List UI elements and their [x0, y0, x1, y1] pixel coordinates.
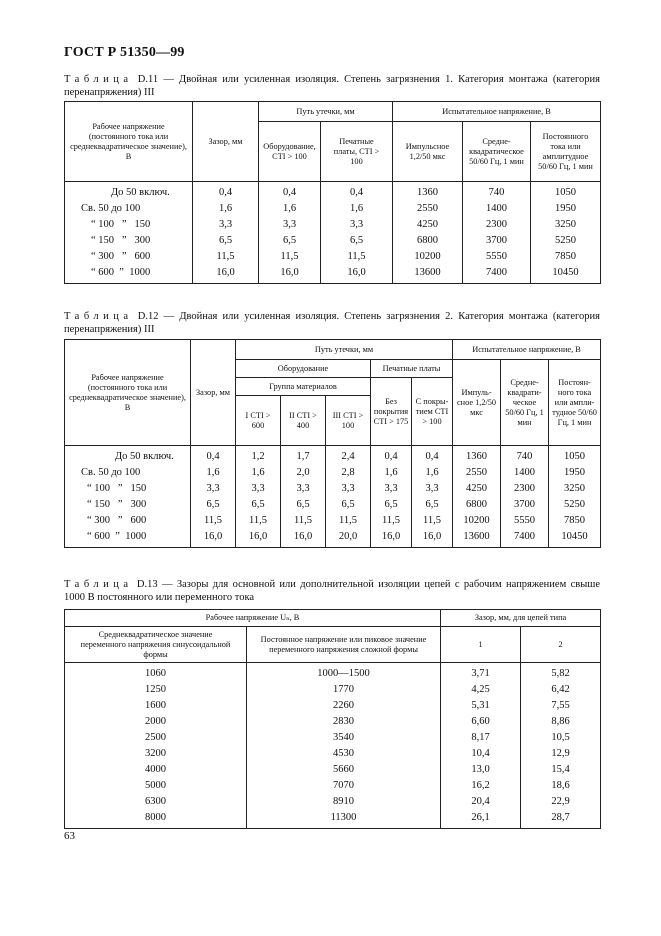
cell: 6800 — [453, 497, 501, 513]
cell: 1,6 — [191, 465, 236, 481]
cell: 3,3 — [321, 217, 393, 233]
cell: 16,0 — [193, 265, 259, 284]
table-row — [65, 698, 601, 714]
header-group-2: II CTI > 400 — [281, 396, 326, 446]
cell: 0,4 — [412, 446, 453, 466]
header-pcb-uncoated: Без покрытия CTI > 175 — [371, 378, 412, 446]
cell: 1050 — [549, 446, 601, 466]
cell: 8,86 — [521, 714, 601, 730]
header-pcb: Печатные платы — [371, 360, 453, 378]
cell: 16,0 — [321, 265, 393, 284]
cell: 16,0 — [281, 529, 326, 548]
header-test-voltage: Испытательное напряжение, В — [453, 340, 601, 360]
cell: 16,0 — [191, 529, 236, 548]
header-test-voltage: Испытательное напряжение, В — [393, 102, 601, 122]
cell: 5550 — [463, 249, 531, 265]
cell: 4250 — [453, 481, 501, 497]
cell: 5550 — [501, 513, 549, 529]
cell: 2,4 — [326, 446, 371, 466]
cell: До 50 включ. — [65, 446, 191, 466]
caption-text: D.13 — Зазоры для основной или дополнительной изоляции цепей с рабочим напряжением свыше 1000 В постоянного или переменного тока — [64, 579, 600, 603]
cell: 10200 — [393, 249, 463, 265]
cell: 3,3 — [259, 217, 321, 233]
table-row — [65, 714, 601, 730]
header-rms: Средне-квадратическое 50/60 Гц, 1 мин — [463, 122, 531, 182]
header-type-1: 1 — [441, 627, 521, 663]
cell: 1,6 — [236, 465, 281, 481]
table-row — [65, 233, 601, 249]
header-group-3: III CTI > 100 — [326, 396, 371, 446]
cell: 2550 — [393, 201, 463, 217]
cell: “ 100 ” 150 — [65, 217, 193, 233]
cell: 1360 — [453, 446, 501, 466]
cell: 16,0 — [412, 529, 453, 548]
cell: 3,3 — [193, 217, 259, 233]
cell: 4530 — [247, 746, 441, 762]
table-row — [65, 249, 601, 265]
cell: 11,5 — [236, 513, 281, 529]
table-d13-caption — [64, 578, 600, 604]
cell: 4000 — [65, 762, 247, 778]
table-row — [65, 497, 601, 513]
table-label: Таблица — [64, 74, 133, 85]
header-dc-peak: Постоянное напряжение или пиковое значение переменного напряжения сложной формы — [247, 627, 441, 663]
cell: 11,5 — [412, 513, 453, 529]
cell: 1400 — [501, 465, 549, 481]
table-row — [65, 513, 601, 529]
cell: 13600 — [453, 529, 501, 548]
cell: 1400 — [463, 201, 531, 217]
cell: 4,25 — [441, 682, 521, 698]
cell: 8910 — [247, 794, 441, 810]
cell: 1250 — [65, 682, 247, 698]
table-row — [65, 182, 601, 202]
header-gap: Зазор, мм — [193, 102, 259, 182]
cell: 8000 — [65, 810, 247, 829]
cell: 1770 — [247, 682, 441, 698]
cell: 13,0 — [441, 762, 521, 778]
caption-text: D.11 — Двойная или усиленная изоляция. Степень загрязнения 1. Категория монтажа (категория перенапряжения) III — [64, 74, 601, 98]
header-impulse: Импульсное 1,2/50 мкс — [393, 122, 463, 182]
cell: 20,4 — [441, 794, 521, 810]
cell: 11,5 — [191, 513, 236, 529]
header-working-voltage: Рабочее напряжение (постоянного тока или среднеквадратическое значение), В — [65, 102, 193, 182]
cell: 7850 — [549, 513, 601, 529]
cell: 7400 — [501, 529, 549, 548]
cell: 1000—1500 — [247, 663, 441, 683]
cell: “ 600 ” 1000 — [65, 529, 191, 548]
cell: 5250 — [549, 497, 601, 513]
table-row — [65, 762, 601, 778]
cell: 2260 — [247, 698, 441, 714]
cell: 5000 — [65, 778, 247, 794]
cell: 3,3 — [236, 481, 281, 497]
table-row — [65, 465, 601, 481]
cell: 6,42 — [521, 682, 601, 698]
cell: Св. 50 до 100 — [65, 201, 193, 217]
cell: “ 300 ” 600 — [65, 249, 193, 265]
cell: 1,6 — [321, 201, 393, 217]
cell: 6,5 — [371, 497, 412, 513]
cell: 2300 — [501, 481, 549, 497]
cell: 2000 — [65, 714, 247, 730]
cell: 1060 — [65, 663, 247, 683]
cell: 1950 — [531, 201, 601, 217]
table-row — [65, 201, 601, 217]
header-group-1: I CTI > 600 — [236, 396, 281, 446]
cell: 6,5 — [236, 497, 281, 513]
cell: До 50 включ. — [65, 182, 193, 202]
cell: 11,5 — [326, 513, 371, 529]
cell: 740 — [501, 446, 549, 466]
cell: 3,3 — [412, 481, 453, 497]
cell: 7850 — [531, 249, 601, 265]
cell: 18,6 — [521, 778, 601, 794]
cell: 740 — [463, 182, 531, 202]
cell: 2,8 — [326, 465, 371, 481]
cell: 10450 — [549, 529, 601, 548]
cell: 5,31 — [441, 698, 521, 714]
cell: 3700 — [463, 233, 531, 249]
cell: “ 600 ” 1000 — [65, 265, 193, 284]
header-gap-types: Зазор, мм, для цепей типа — [441, 610, 601, 627]
cell: 6,60 — [441, 714, 521, 730]
cell: 6300 — [65, 794, 247, 810]
cell: 3540 — [247, 730, 441, 746]
cell: 8,17 — [441, 730, 521, 746]
cell: 15,4 — [521, 762, 601, 778]
cell: 1950 — [549, 465, 601, 481]
cell: 0,4 — [321, 182, 393, 202]
cell: 3,3 — [371, 481, 412, 497]
header-impulse: Импуль-сное 1,2/50 мкс — [453, 360, 501, 446]
cell: 3700 — [501, 497, 549, 513]
page-number: 63 — [64, 830, 75, 842]
cell: 7,55 — [521, 698, 601, 714]
cell: 0,4 — [193, 182, 259, 202]
cell: 11,5 — [321, 249, 393, 265]
cell: 2500 — [65, 730, 247, 746]
cell: 16,0 — [259, 265, 321, 284]
cell: 10,4 — [441, 746, 521, 762]
cell: 16,0 — [236, 529, 281, 548]
cell: 6,5 — [326, 497, 371, 513]
cell: 2,0 — [281, 465, 326, 481]
header-equipment: Оборудование, CTI > 100 — [259, 122, 321, 182]
table-row — [65, 265, 601, 284]
cell: 6,5 — [281, 497, 326, 513]
cell: 6,5 — [321, 233, 393, 249]
table-label: Таблица — [64, 579, 133, 590]
table-row — [65, 529, 601, 548]
cell: 1600 — [65, 698, 247, 714]
cell: 3,3 — [326, 481, 371, 497]
cell: 3,3 — [191, 481, 236, 497]
cell: 5,82 — [521, 663, 601, 683]
header-pcb: Печатные платы, CTI > 100 — [321, 122, 393, 182]
cell: 11300 — [247, 810, 441, 829]
cell: 6,5 — [259, 233, 321, 249]
cell: 7070 — [247, 778, 441, 794]
header-creepage: Путь утечки, мм — [236, 340, 453, 360]
header-rms: Средне-квадрати-ческое 50/60 Гц, 1 мин — [501, 360, 549, 446]
table-row — [65, 778, 601, 794]
cell: 11,5 — [259, 249, 321, 265]
table-row — [65, 746, 601, 762]
cell: 2300 — [463, 217, 531, 233]
cell: 20,0 — [326, 529, 371, 548]
table-d11 — [64, 101, 601, 284]
table-row — [65, 794, 601, 810]
cell: Св. 50 до 100 — [65, 465, 191, 481]
cell: 1360 — [393, 182, 463, 202]
header-rms-sine: Среднеквадратическое значение переменного напряжения синусоидальной формы — [65, 627, 247, 663]
cell: 6,5 — [412, 497, 453, 513]
cell: 7400 — [463, 265, 531, 284]
table-row — [65, 810, 601, 829]
header-creepage: Путь утечки, мм — [259, 102, 393, 122]
header-type-2: 2 — [521, 627, 601, 663]
table-row — [65, 663, 601, 683]
table-row — [65, 730, 601, 746]
header-working-voltage: Рабочее напряжение Uₙ, В — [65, 610, 441, 627]
cell: 3,71 — [441, 663, 521, 683]
cell: 1,6 — [412, 465, 453, 481]
cell: 1,6 — [193, 201, 259, 217]
cell: 2550 — [453, 465, 501, 481]
cell: “ 300 ” 600 — [65, 513, 191, 529]
cell: 0,4 — [191, 446, 236, 466]
cell: 5250 — [531, 233, 601, 249]
cell: 6,5 — [191, 497, 236, 513]
cell: 6800 — [393, 233, 463, 249]
header-dc-peak: Постоянного тока или амплитудное 50/60 Гц, 1 мин — [531, 122, 601, 182]
table-row — [65, 481, 601, 497]
header-working-voltage: Рабочее напряжение (постоянного тока или среднеквадратическое значение), В — [65, 340, 191, 446]
cell: 0,4 — [371, 446, 412, 466]
cell: 6,5 — [193, 233, 259, 249]
cell: 11,5 — [371, 513, 412, 529]
cell: 16,0 — [371, 529, 412, 548]
cell: 16,2 — [441, 778, 521, 794]
table-d12 — [64, 339, 601, 548]
header-material-group: Группа материалов — [236, 378, 371, 396]
cell: 22,9 — [521, 794, 601, 810]
cell: 3250 — [549, 481, 601, 497]
cell: 3200 — [65, 746, 247, 762]
cell: 10,5 — [521, 730, 601, 746]
cell: 26,1 — [441, 810, 521, 829]
cell: 3,3 — [281, 481, 326, 497]
table-row — [65, 446, 601, 466]
table-row — [65, 217, 601, 233]
table-d13 — [64, 609, 601, 829]
table-label: Таблица — [64, 311, 133, 322]
cell: 1,2 — [236, 446, 281, 466]
cell: “ 150 ” 300 — [65, 497, 191, 513]
cell: 1,6 — [371, 465, 412, 481]
cell: 1050 — [531, 182, 601, 202]
cell: 2830 — [247, 714, 441, 730]
header-gap: Зазор, мм — [191, 340, 236, 446]
caption-text: D.12 — Двойная или усиленная изоляция. Степень загрязнения 2. Категория монтажа (категория перенапряжения) III — [64, 311, 600, 335]
cell: 4250 — [393, 217, 463, 233]
cell: 1,6 — [259, 201, 321, 217]
cell: 10200 — [453, 513, 501, 529]
header-pcb-coated: С покры-тием CTI > 100 — [412, 378, 453, 446]
table-d11-caption — [64, 73, 600, 99]
cell: 3250 — [531, 217, 601, 233]
header-dc-peak: Постоян-ного тока или ампли-тудное 50/60 Гц, 1 мин — [549, 360, 601, 446]
cell: 12,9 — [521, 746, 601, 762]
cell: 0,4 — [259, 182, 321, 202]
cell: 1,7 — [281, 446, 326, 466]
table-row — [65, 682, 601, 698]
cell: 11,5 — [193, 249, 259, 265]
cell: “ 100 ” 150 — [65, 481, 191, 497]
document-title: ГОСТ Р 51350—99 — [64, 45, 185, 60]
cell: 13600 — [393, 265, 463, 284]
cell: 5660 — [247, 762, 441, 778]
header-equipment: Оборудование — [236, 360, 371, 378]
cell: 28,7 — [521, 810, 601, 829]
table-d12-caption — [64, 310, 600, 336]
cell: “ 150 ” 300 — [65, 233, 193, 249]
cell: 11,5 — [281, 513, 326, 529]
cell: 10450 — [531, 265, 601, 284]
